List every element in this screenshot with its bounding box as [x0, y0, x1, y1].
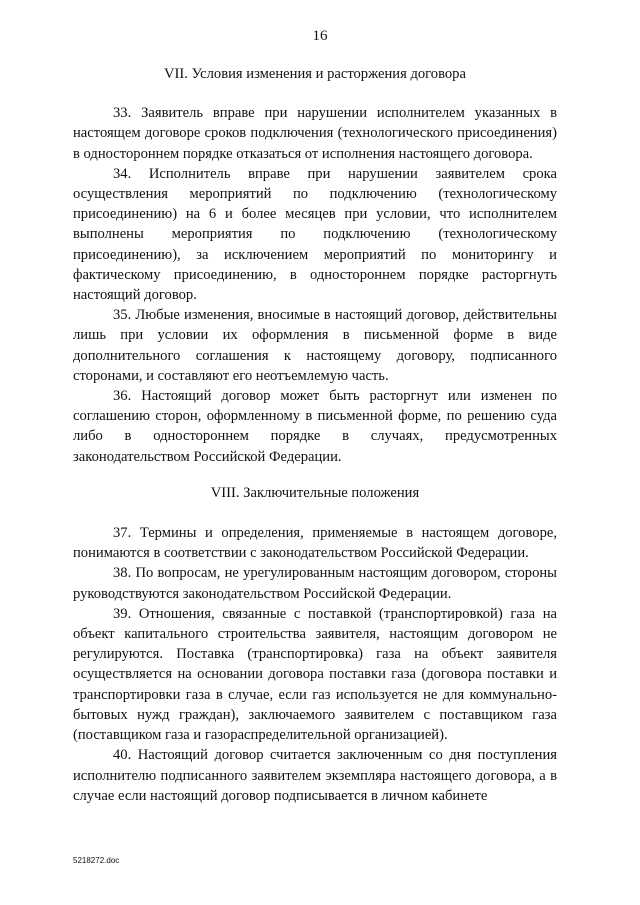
section-heading-vii: VII. Условия изменения и расторжения договора [164, 66, 466, 82]
section-heading-viii: VIII. Заключительные положения [210, 484, 420, 501]
paragraph-39: 39. Отношения, связанные с поставкой (транспортировкой) газа на объект капитального строительства заявителя, настоящим договором не регулируются. Поставка (транспортировка) газа на объект заявителя осуществляется на основании договора поставки газа (договора поставки и транспортировки газа в случае, если газ используется не для коммунально-бытовых нужд граждан), заключаемого заявителем с поставщиком газа (поставщиком газа и газораспределительной организацией). [73, 605, 557, 744]
paragraph-38: 38. По вопросам, не урегулированным настоящим договором, стороны руководствуются законодательством Российской Федерации. [73, 565, 557, 602]
paragraph-33: 33. Заявитель вправе при нарушении исполнителем указанных в настоящем договоре сроков подключения (технологического присоединения) в одностороннем порядке отказаться от исполнения настоящего договора. [73, 105, 557, 162]
paragraph-35: 35. Любые изменения, вносимые в настоящий договор, действительны лишь при условии их оформления в письменной форме в виде дополнительного соглашения к настоящему договору, подписанного сторонами, и составляют его неотъемлемую часть. [73, 307, 557, 384]
paragraph-36: 36. Настоящий договор может быть расторгнут или изменен по соглашению сторон, оформленному в письменной форме, по решению суда либо в одностороннем порядке в случаях, предусмотренных законодательством Российской Федерации. [73, 388, 557, 465]
page-number: 16 [312, 28, 328, 44]
document-body [73, 64, 557, 806]
footer-filename: 5218272.doc [73, 856, 120, 865]
paragraph-34: 34. Исполнитель вправе при нарушении заявителем срока осуществления мероприятий по подключению (технологическому присоединению) на 6 и более месяцев при условии, что исполнителем выполнены мероприятия по подключению (технологическому присоединению), за исключением мероприятий по мониторингу и фактическому присоединению, в одностороннем порядке расторгнуть настоящий договор. [73, 165, 557, 304]
paragraph-37: 37. Термины и определения, применяемые в настоящем договоре, понимаются в соответствии с законодательством Российской Федерации. [73, 525, 557, 562]
paragraph-40: 40. Настоящий договор считается заключенным со дня поступления исполнителю подписанного заявителем экземпляра настоящего договора, а в случае если настоящий договор подписывается в личном кабинете [73, 747, 557, 804]
